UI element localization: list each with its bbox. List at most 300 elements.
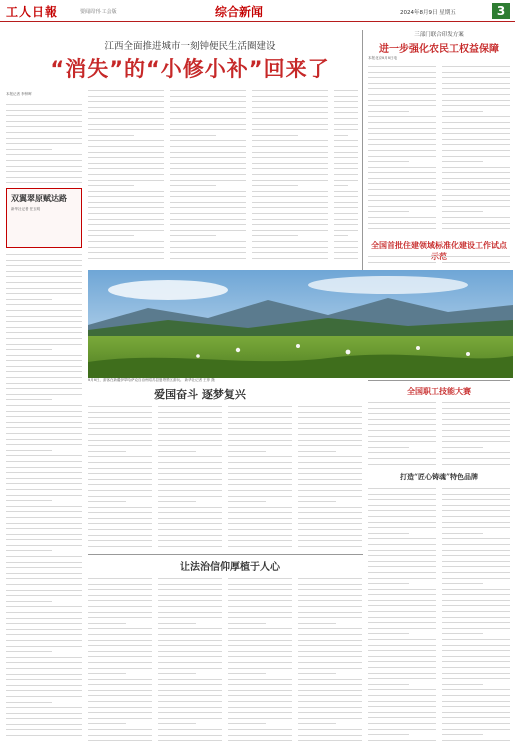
text-line (158, 497, 196, 502)
landscape-photo (88, 270, 513, 378)
text-line (442, 135, 510, 140)
text-line (6, 608, 82, 613)
text-line (298, 641, 362, 646)
text-line (334, 92, 358, 97)
text-line (298, 585, 362, 590)
text-line (88, 198, 164, 203)
text-line (170, 187, 246, 192)
text-line (228, 536, 292, 541)
text-line (6, 703, 82, 708)
text-line (368, 691, 436, 696)
lower-col-1 (88, 574, 152, 742)
text-line (298, 596, 362, 601)
text-line (298, 725, 362, 730)
text-line (158, 658, 222, 663)
text-line (6, 289, 82, 294)
text-line (442, 415, 510, 420)
text-line (368, 557, 436, 562)
right-low-headline: 全国职工技能大赛 (407, 387, 471, 396)
text-line (6, 111, 82, 116)
text-line (442, 185, 510, 190)
text-line (6, 725, 82, 730)
text-line (368, 207, 409, 212)
text-line (170, 231, 216, 236)
right-mid-headline: 全国首批住建领域标准化建设工作试点示范 (371, 241, 507, 261)
text-line (298, 447, 336, 452)
text-line (368, 708, 436, 713)
text-line (334, 108, 358, 113)
text-line (88, 519, 152, 524)
text-line (368, 601, 436, 606)
right-divider (368, 380, 510, 381)
text-line (334, 114, 358, 119)
text-line (252, 114, 328, 119)
text-line (252, 103, 328, 108)
text-line (442, 590, 510, 595)
page-number: 3 (492, 3, 510, 19)
text-line (368, 719, 436, 724)
text-line (158, 641, 222, 646)
text-line (6, 100, 82, 105)
text-line (6, 106, 82, 111)
text-line (368, 460, 436, 465)
text-line (298, 424, 362, 429)
text-line (88, 170, 164, 175)
text-line (252, 164, 328, 169)
text-line (334, 243, 358, 248)
text-line (368, 196, 436, 201)
text-line (298, 652, 362, 657)
text-line (252, 120, 328, 125)
text-line (368, 129, 436, 134)
text-line (88, 237, 164, 242)
text-line (6, 507, 82, 512)
text-line (6, 530, 82, 535)
text-line (88, 447, 126, 452)
text-line (252, 108, 328, 113)
text-line (298, 686, 362, 691)
text-line (368, 546, 436, 551)
text-line (368, 512, 436, 517)
text-line (442, 529, 483, 534)
article-column-3 (170, 86, 246, 264)
text-line (170, 136, 246, 141)
text-line (158, 430, 222, 435)
text-line (368, 579, 409, 584)
text-line (6, 709, 82, 714)
text-line (88, 542, 152, 547)
text-line (88, 458, 152, 463)
text-line (88, 669, 126, 674)
text-line (334, 125, 358, 130)
text-line (158, 719, 196, 724)
text-line (88, 114, 164, 119)
text-line (88, 585, 152, 590)
text-line (6, 328, 82, 333)
text-line (442, 84, 510, 89)
text-line (298, 708, 362, 713)
text-line (88, 419, 152, 424)
text-line (158, 703, 222, 708)
text-line (88, 148, 164, 153)
text-line (442, 68, 510, 73)
text-line (6, 636, 82, 641)
main-byline: 本报记者 李钟晖 (6, 92, 32, 96)
right-col-b (442, 62, 510, 232)
text-line (88, 664, 152, 669)
text-line (88, 164, 164, 169)
text-line (442, 426, 510, 431)
text-line (228, 641, 292, 646)
text-line (228, 608, 292, 613)
text-line (442, 691, 510, 696)
text-line (368, 657, 436, 662)
text-line (88, 86, 164, 91)
text-line (334, 142, 358, 147)
text-line (298, 508, 362, 513)
right-bottom-col-a (368, 484, 436, 742)
text-line (6, 429, 82, 434)
photo-caption: 8月8日，游客在新疆伊犁哈萨克自治州昭苏县夏塔景区游玩。 新华社记者 王菲 摄 (88, 378, 215, 382)
text-line (88, 652, 152, 657)
text-line (252, 203, 328, 208)
text-line (442, 484, 510, 489)
text-line (442, 506, 510, 511)
text-line (368, 426, 436, 431)
text-line (158, 669, 196, 674)
text-line (6, 340, 82, 345)
text-line (228, 669, 266, 674)
text-line (298, 680, 362, 685)
text-line (298, 503, 362, 508)
text-line (442, 652, 510, 657)
text-line (88, 580, 152, 585)
right-top-headline: 进一步强化农民工权益保障 (379, 44, 499, 55)
text-line (368, 713, 436, 718)
text-line (88, 142, 164, 147)
text-line (158, 436, 222, 441)
text-line (442, 168, 510, 173)
text-line (6, 720, 82, 725)
text-line (368, 490, 436, 495)
text-line (158, 574, 222, 579)
text-line (368, 725, 436, 730)
text-line (158, 514, 222, 519)
text-line (228, 497, 266, 502)
headline-kicker: 江西全面推进城市一刻钟便民生活圈建设 (104, 41, 276, 52)
text-line (228, 402, 292, 407)
text-line (298, 647, 362, 652)
text-line (298, 419, 362, 424)
text-line (298, 630, 362, 635)
text-line (228, 719, 266, 724)
text-line (298, 613, 362, 618)
text-line (6, 390, 82, 395)
text-line (6, 145, 52, 150)
text-line (6, 446, 52, 451)
text-line (334, 176, 358, 181)
text-line (368, 96, 436, 101)
text-line (170, 164, 246, 169)
text-line (228, 464, 292, 469)
text-line (158, 503, 222, 508)
text-line (368, 443, 409, 448)
text-line (442, 224, 510, 229)
text-line (228, 585, 292, 590)
text-line (368, 224, 436, 229)
text-line (6, 591, 82, 596)
text-line (158, 480, 222, 485)
text-line (6, 670, 82, 675)
text-line (158, 475, 222, 480)
text-line (442, 713, 510, 718)
text-line (158, 591, 222, 596)
text-line (252, 159, 328, 164)
text-line (442, 646, 510, 651)
text-line (298, 458, 362, 463)
text-line (334, 237, 358, 242)
text-line (6, 150, 82, 155)
text-line (158, 664, 222, 669)
text-line (442, 443, 483, 448)
text-line (298, 492, 362, 497)
text-line (252, 170, 328, 175)
text-line (170, 226, 246, 231)
text-line (158, 613, 222, 618)
text-line (88, 703, 152, 708)
text-line (6, 356, 82, 361)
text-line (228, 697, 292, 702)
text-line (368, 674, 436, 679)
text-line (6, 535, 82, 540)
text-line (228, 647, 292, 652)
right-mid-col-a (368, 252, 436, 266)
text-line (442, 252, 510, 257)
text-line (170, 125, 246, 130)
text-line (170, 153, 246, 158)
text-line (334, 181, 348, 186)
sidebar-box-byline: 新华社记者 任玉明 (11, 207, 41, 211)
text-line (334, 226, 358, 231)
text-line (228, 452, 292, 457)
text-line (228, 542, 292, 547)
text-line (368, 534, 436, 539)
text-line (158, 691, 222, 696)
text-line (6, 630, 82, 635)
lower-col-2 (158, 574, 222, 742)
text-line (158, 486, 222, 491)
text-line (298, 608, 362, 613)
text-line (252, 231, 298, 236)
text-line (88, 153, 164, 158)
text-line (88, 408, 152, 413)
text-line (442, 90, 510, 95)
text-line (158, 686, 222, 691)
text-line (442, 725, 510, 730)
right-low-col-a (368, 398, 436, 468)
text-line (228, 531, 292, 536)
text-line (368, 152, 436, 157)
text-line (88, 658, 152, 663)
text-line (88, 97, 164, 102)
text-line (170, 215, 246, 220)
text-line (228, 703, 292, 708)
text-line (228, 652, 292, 657)
text-line (88, 503, 152, 508)
text-line (6, 250, 82, 255)
text-line (368, 90, 436, 95)
text-line (442, 79, 510, 84)
text-line (252, 148, 328, 153)
right-low-col-b (442, 398, 510, 468)
text-line (298, 408, 362, 413)
text-line (442, 585, 510, 590)
text-line (170, 86, 246, 91)
text-line (298, 714, 362, 719)
text-line (170, 203, 246, 208)
text-line (228, 691, 292, 696)
text-line (368, 663, 436, 668)
text-line (252, 131, 298, 136)
text-line (158, 458, 222, 463)
text-line (442, 635, 510, 640)
text-line (334, 159, 358, 164)
text-line (6, 491, 82, 496)
text-line (368, 685, 436, 690)
text-line (368, 702, 436, 707)
text-line (298, 675, 362, 680)
text-line (88, 536, 152, 541)
text-line (252, 187, 328, 192)
text-line (442, 551, 510, 556)
text-line (6, 619, 82, 624)
text-line (228, 519, 292, 524)
text-line (6, 178, 82, 183)
text-line (368, 585, 436, 590)
text-line (6, 675, 82, 680)
column-divider (362, 30, 363, 270)
text-line (368, 484, 436, 489)
text-line (442, 629, 483, 634)
text-line (442, 101, 510, 106)
text-line (6, 295, 52, 300)
text-line (88, 231, 134, 236)
text-line (334, 254, 358, 259)
text-line (368, 646, 436, 651)
text-line (158, 464, 222, 469)
text-line (158, 714, 222, 719)
text-line (368, 112, 436, 117)
text-line (228, 408, 292, 413)
text-line (442, 404, 510, 409)
text-line (88, 209, 164, 214)
text-line (442, 118, 510, 123)
text-line (228, 602, 292, 607)
text-line (170, 170, 246, 175)
text-line (88, 691, 152, 696)
text-line (170, 92, 246, 97)
text-line (6, 597, 52, 602)
text-line (6, 653, 82, 658)
text-line (170, 114, 246, 119)
text-line (6, 284, 82, 289)
text-line (368, 420, 436, 425)
text-line (368, 574, 436, 579)
text-line (88, 725, 152, 730)
text-line (298, 664, 362, 669)
text-line (368, 635, 436, 640)
text-line (6, 513, 82, 518)
text-line (170, 237, 246, 242)
text-line (442, 501, 510, 506)
text-line (298, 514, 362, 519)
issue-date: 2024年8月9日 星期五 (400, 10, 456, 16)
text-line (442, 129, 510, 134)
text-line (368, 568, 436, 573)
text-line (6, 384, 82, 389)
text-line (442, 641, 510, 646)
text-line (88, 192, 164, 197)
center-headline-1: 爱国奋斗 逐梦复兴 (154, 388, 246, 401)
text-line (88, 531, 152, 536)
center-col-3 (228, 402, 292, 550)
text-line (170, 142, 246, 147)
text-line (6, 496, 52, 501)
text-line (368, 680, 409, 685)
text-line (298, 736, 362, 741)
text-line (228, 708, 292, 713)
text-line (368, 506, 436, 511)
text-line (368, 669, 436, 674)
text-line (442, 174, 510, 179)
text-line (6, 139, 82, 144)
text-line (88, 675, 152, 680)
text-line (368, 398, 436, 403)
center-col-4 (298, 402, 362, 550)
text-line (6, 312, 82, 317)
text-line (442, 96, 510, 101)
text-line (158, 652, 222, 657)
text-line (252, 243, 328, 248)
text-line (368, 84, 436, 89)
text-line (442, 657, 510, 662)
text-line (170, 254, 246, 259)
text-line (442, 708, 510, 713)
text-line (88, 215, 164, 220)
right-kicker: 三部门联合印发方案 (414, 32, 464, 38)
text-line (442, 460, 510, 465)
text-line (442, 702, 510, 707)
text-line (334, 198, 358, 203)
text-line (228, 514, 292, 519)
text-line (228, 525, 292, 530)
text-line (334, 248, 358, 253)
text-line (442, 557, 510, 562)
text-line (368, 135, 436, 140)
text-line (170, 181, 216, 186)
text-line (252, 86, 328, 91)
text-line (368, 404, 436, 409)
text-line (368, 73, 436, 78)
text-line (158, 408, 222, 413)
text-line (6, 440, 82, 445)
text-line (252, 215, 328, 220)
right-mid-col-b (442, 252, 510, 266)
text-line (298, 430, 362, 435)
text-line (368, 501, 436, 506)
text-line (252, 125, 328, 130)
text-line (158, 542, 222, 547)
